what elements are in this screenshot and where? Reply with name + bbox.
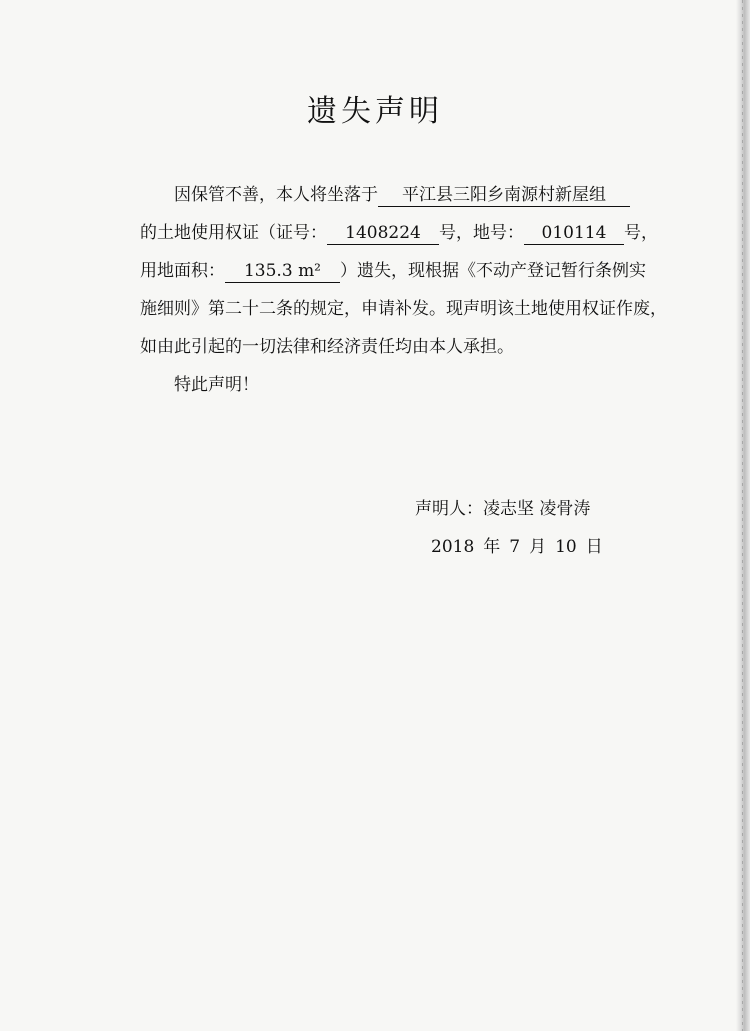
text-segment: 用地面积：: [140, 261, 225, 281]
certificate-number-field: [327, 222, 439, 245]
text-segment: ）遗失，现根据《不动产登记暂行条例实: [340, 261, 646, 281]
area-value: 135.3: [243, 261, 293, 281]
statement-line-4: [140, 290, 670, 328]
address-field: [378, 184, 630, 207]
document-title: 遗失声明: [307, 94, 443, 129]
area-unit: m²: [298, 261, 321, 281]
area-field: [225, 260, 340, 283]
text-segment: 号，: [624, 223, 658, 243]
lot-number-field: [524, 222, 624, 245]
address-value: 平江县三阳乡南源村新屋组: [402, 185, 606, 205]
text-segment: 的土地使用权证（证号：: [140, 223, 327, 243]
signature-names: 凌志坚 凌骨涛: [483, 499, 591, 519]
text-segment: 号，地号：: [439, 223, 524, 243]
text-segment: 如由此引起的一切法律和经济责任均由本人承担。: [140, 337, 514, 357]
signature-label: 声明人：: [415, 499, 483, 519]
date-month: 7: [509, 537, 521, 557]
statement-line-3: [140, 252, 670, 290]
statement-paragraph: [140, 176, 670, 404]
statement-line-2: [140, 214, 670, 252]
statement-line-5: [140, 328, 670, 366]
lot-number-value: 010114: [541, 223, 607, 243]
scanned-page-edge: [736, 0, 750, 1031]
certificate-number-value: 1408224: [345, 223, 421, 243]
date-day-unit: 日: [585, 537, 603, 557]
date-month-unit: 月: [529, 537, 547, 557]
text-segment: 因保管不善，本人将坐落于: [174, 185, 378, 205]
date-year-unit: 年: [483, 537, 501, 557]
closing-line: 特此声明！: [174, 375, 259, 395]
date-day: 10: [555, 537, 577, 557]
date-line: [431, 528, 603, 566]
statement-line-1: [140, 176, 670, 214]
date-year: 2018: [431, 537, 475, 557]
text-segment: 施细则》第二十二条的规定，申请补发。现声明该土地使用权证作废，: [140, 299, 667, 319]
signature-line: [415, 490, 590, 528]
